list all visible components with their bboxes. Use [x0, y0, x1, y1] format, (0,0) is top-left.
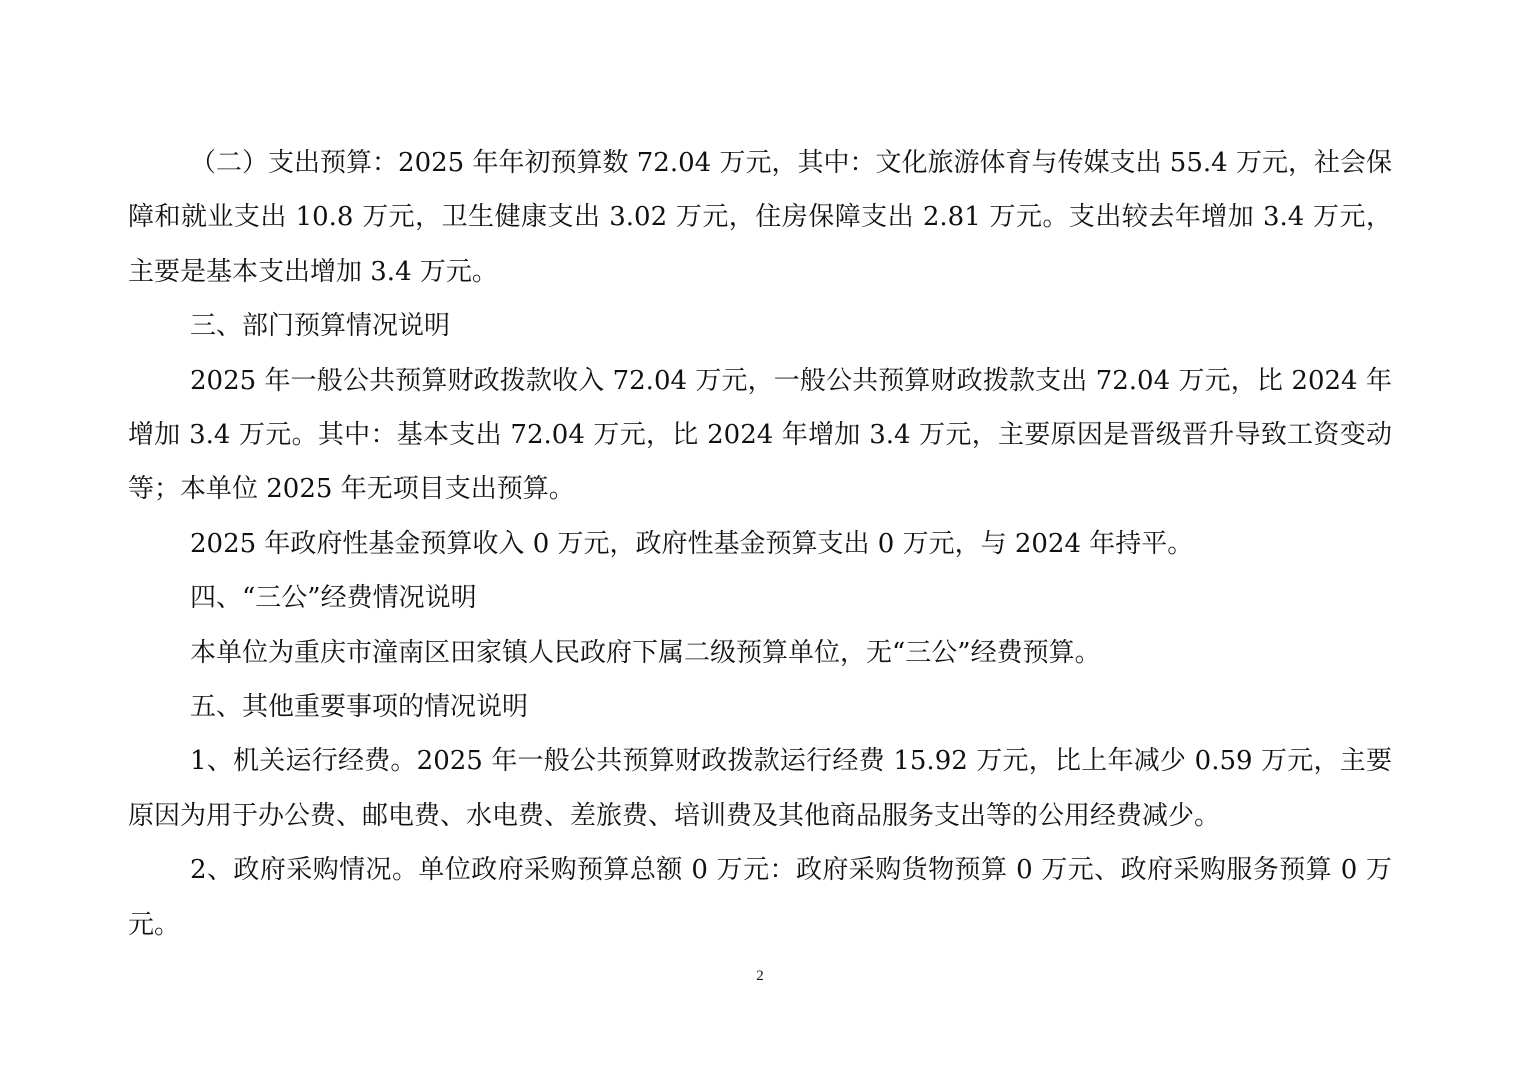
paragraph-three-public-expenses: 本单位为重庆市潼南区田家镇人民政府下属二级预算单位，无“三公”经费预算。 — [190, 637, 1101, 668]
paragraph-expenditure-budget: （二）支出预算：2025 年年初预算数 72.04 万元，其中：文化旅游体育与传媒支出 55.4 万元，社会保障和就业支出 10.8 万元，卫生健康支出 3.02 万元，住房保障支出 2.81 万元。支出较去年增加 3.4 万元，主要是基本支出增加 3.4 万元。 — [128, 148, 1392, 287]
document-body — [128, 136, 1392, 952]
paragraph-operating-expenses: 1、机关运行经费。2025 年一般公共预算财政拨款运行经费 15.92 万元，比上年减少 0.59 万元，主要原因为用于办公费、邮电费、水电费、差旅费、培训费及其他商品服务支出等的公用经费减少。 — [128, 746, 1392, 831]
page-number: 2 — [756, 968, 764, 984]
paragraph-government-procurement: 2、政府采购情况。单位政府采购预算总额 0 万元：政府采购货物预算 0 万元、政府采购服务预算 0 万元。 — [128, 855, 1392, 940]
heading-section-5: 五、其他重要事项的情况说明 — [190, 692, 529, 723]
paragraph-government-fund: 2025 年政府性基金预算收入 0 万元，政府性基金预算支出 0 万元，与 2024 年持平。 — [190, 528, 1194, 559]
heading-section-4: 四、“三公”经费情况说明 — [190, 583, 477, 614]
paragraph-general-budget: 2025 年一般公共预算财政拨款收入 72.04 万元，一般公共预算财政拨款支出 72.04 万元，比 2024 年增加 3.4 万元。其中：基本支出 72.04 万元，比 2024 年增加 3.4 万元，主要原因是晋级晋升导致工资变动等；本单位 2025 年无项目支出预算。 — [128, 365, 1392, 505]
heading-section-3: 三、部门预算情况说明 — [190, 311, 451, 342]
